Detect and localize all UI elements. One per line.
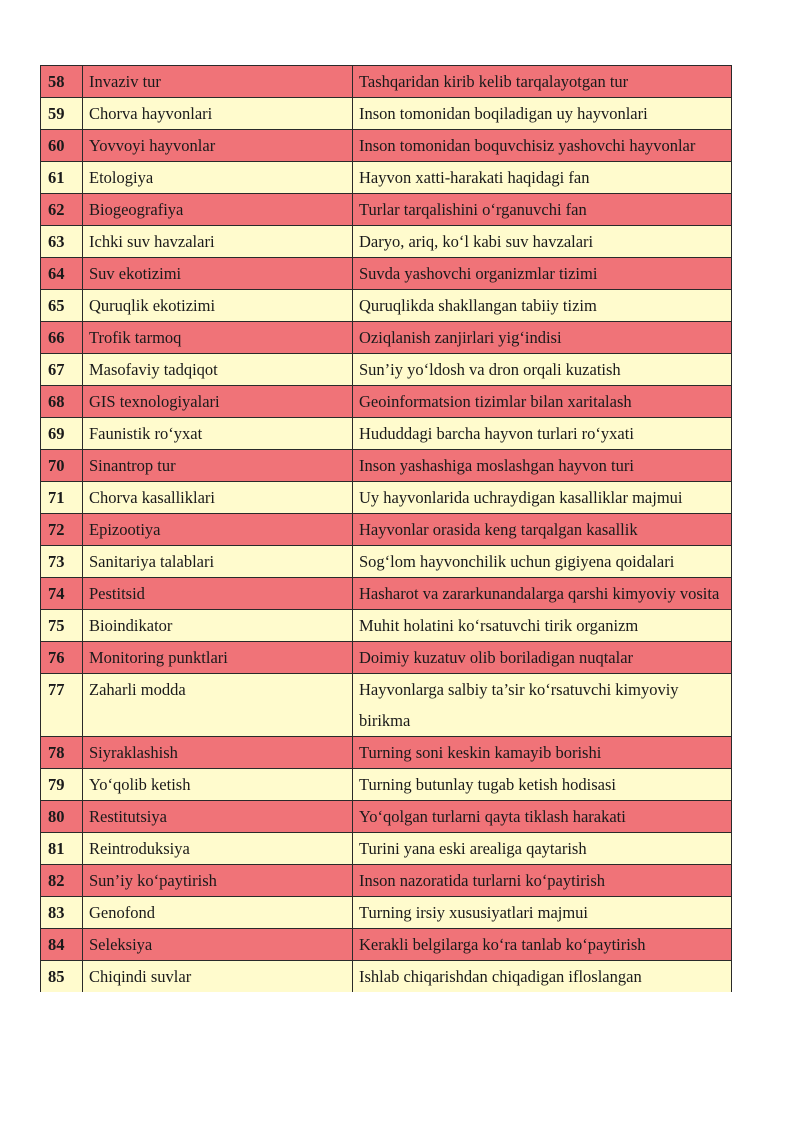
term-cell: Biogeografiya <box>83 194 353 226</box>
term-cell: Yo‘qolib ketish <box>83 769 353 801</box>
row-number: 61 <box>41 162 83 194</box>
row-number: 81 <box>41 833 83 865</box>
row-number: 75 <box>41 610 83 642</box>
row-number: 84 <box>41 929 83 961</box>
term-cell: GIS texnologiyalari <box>83 386 353 418</box>
table-row <box>41 929 732 961</box>
term-cell: Sinantrop tur <box>83 450 353 482</box>
definition-cell: Hududdagi barcha hayvon turlari ro‘yxati <box>353 418 732 450</box>
definition-cell: Inson tomonidan boquvchisiz yashovchi hayvonlar <box>353 130 732 162</box>
row-number: 65 <box>41 290 83 322</box>
row-number: 85 <box>41 961 83 993</box>
definition-cell: Turini yana eski arealiga qaytarish <box>353 833 732 865</box>
table-row <box>41 578 732 610</box>
row-number: 58 <box>41 66 83 98</box>
definition-cell: Hayvonlar orasida keng tarqalgan kasallik <box>353 514 732 546</box>
definition-cell: Geoinformatsion tizimlar bilan xaritalash <box>353 386 732 418</box>
definition-cell: Turning butunlay tugab ketish hodisasi <box>353 769 732 801</box>
table-row <box>41 354 732 386</box>
term-cell: Restitutsiya <box>83 801 353 833</box>
definition-cell: Ishlab chiqarishdan chiqadigan ifloslangan <box>353 961 732 993</box>
definition-cell: Turning irsiy xususiyatlari majmui <box>353 897 732 929</box>
term-cell: Suv ekotizimi <box>83 258 353 290</box>
term-cell: Monitoring punktlari <box>83 642 353 674</box>
row-number: 62 <box>41 194 83 226</box>
row-number: 63 <box>41 226 83 258</box>
table-row <box>41 961 732 993</box>
term-cell: Sun’iy ko‘paytirish <box>83 865 353 897</box>
definition-cell: Sun’iy yo‘ldosh va dron orqali kuzatish <box>353 354 732 386</box>
definition-cell: Uy hayvonlarida uchraydigan kasalliklar majmui <box>353 482 732 514</box>
term-cell: Quruqlik ekotizimi <box>83 290 353 322</box>
term-cell: Trofik tarmoq <box>83 322 353 354</box>
table-row <box>41 546 732 578</box>
row-number: 83 <box>41 897 83 929</box>
table-row <box>41 258 732 290</box>
row-number: 70 <box>41 450 83 482</box>
term-cell: Chorva hayvonlari <box>83 98 353 130</box>
term-cell: Pestitsid <box>83 578 353 610</box>
table-row <box>41 130 732 162</box>
table-row <box>41 450 732 482</box>
term-cell: Reintroduksiya <box>83 833 353 865</box>
table-row <box>41 322 732 354</box>
term-cell: Zaharli modda <box>83 674 353 737</box>
row-number: 60 <box>41 130 83 162</box>
table-row <box>41 162 732 194</box>
table-row <box>41 514 732 546</box>
term-cell: Seleksiya <box>83 929 353 961</box>
definition-cell: Hayvon xatti-harakati haqidagi fan <box>353 162 732 194</box>
row-number: 68 <box>41 386 83 418</box>
table-row <box>41 865 732 897</box>
row-number: 64 <box>41 258 83 290</box>
definition-cell: Hasharot va zararkunandalarga qarshi kimyoviy vosita <box>353 578 732 610</box>
definition-cell: Inson nazoratida turlarni ko‘paytirish <box>353 865 732 897</box>
term-cell: Ichki suv havzalari <box>83 226 353 258</box>
term-cell: Bioindikator <box>83 610 353 642</box>
term-cell: Invaziv tur <box>83 66 353 98</box>
table-row <box>41 610 732 642</box>
table-row <box>41 66 732 98</box>
definition-cell: Muhit holatini ko‘rsatuvchi tirik organizm <box>353 610 732 642</box>
glossary-table <box>40 65 732 992</box>
definition-cell: Turning soni keskin kamayib borishi <box>353 737 732 769</box>
row-number: 78 <box>41 737 83 769</box>
term-cell: Yovvoyi hayvonlar <box>83 130 353 162</box>
term-cell: Masofaviy tadqiqot <box>83 354 353 386</box>
definition-cell: Oziqlanish zanjirlari yig‘indisi <box>353 322 732 354</box>
definition-cell: Daryo, ariq, ko‘l kabi suv havzalari <box>353 226 732 258</box>
table-row <box>41 194 732 226</box>
table-row <box>41 737 732 769</box>
definition-cell: Inson tomonidan boqiladigan uy hayvonlari <box>353 98 732 130</box>
row-number: 80 <box>41 801 83 833</box>
table-row <box>41 801 732 833</box>
term-cell: Siyraklashish <box>83 737 353 769</box>
row-number: 77 <box>41 674 83 737</box>
table-row <box>41 769 732 801</box>
table-row <box>41 290 732 322</box>
definition-cell: Doimiy kuzatuv olib boriladigan nuqtalar <box>353 642 732 674</box>
table-row <box>41 674 732 737</box>
term-cell: Faunistik ro‘yxat <box>83 418 353 450</box>
glossary-table-body <box>41 66 732 993</box>
table-row <box>41 897 732 929</box>
definition-cell: Inson yashashiga moslashgan hayvon turi <box>353 450 732 482</box>
term-cell: Chorva kasalliklari <box>83 482 353 514</box>
row-number: 73 <box>41 546 83 578</box>
table-row <box>41 386 732 418</box>
definition-cell: Suvda yashovchi organizmlar tizimi <box>353 258 732 290</box>
table-row <box>41 833 732 865</box>
row-number: 59 <box>41 98 83 130</box>
term-cell: Sanitariya talablari <box>83 546 353 578</box>
term-cell: Epizootiya <box>83 514 353 546</box>
table-row <box>41 642 732 674</box>
table-row <box>41 418 732 450</box>
row-number: 66 <box>41 322 83 354</box>
definition-cell: Hayvonlarga salbiy ta’sir ko‘rsatuvchi kimyoviy birikma <box>353 674 732 737</box>
definition-cell: Turlar tarqalishini o‘rganuvchi fan <box>353 194 732 226</box>
definition-cell: Tashqaridan kirib kelib tarqalayotgan tur <box>353 66 732 98</box>
row-number: 71 <box>41 482 83 514</box>
term-cell: Etologiya <box>83 162 353 194</box>
row-number: 76 <box>41 642 83 674</box>
row-number: 79 <box>41 769 83 801</box>
term-cell: Chiqindi suvlar <box>83 961 353 993</box>
table-row <box>41 98 732 130</box>
row-number: 69 <box>41 418 83 450</box>
term-cell: Genofond <box>83 897 353 929</box>
definition-cell: Sog‘lom hayvonchilik uchun gigiyena qoidalari <box>353 546 732 578</box>
row-number: 67 <box>41 354 83 386</box>
definition-cell: Kerakli belgilarga ko‘ra tanlab ko‘paytirish <box>353 929 732 961</box>
table-row <box>41 226 732 258</box>
row-number: 74 <box>41 578 83 610</box>
definition-cell: Yo‘qolgan turlarni qayta tiklash harakati <box>353 801 732 833</box>
table-row <box>41 482 732 514</box>
definition-cell: Quruqlikda shakllangan tabiiy tizim <box>353 290 732 322</box>
row-number: 72 <box>41 514 83 546</box>
row-number: 82 <box>41 865 83 897</box>
